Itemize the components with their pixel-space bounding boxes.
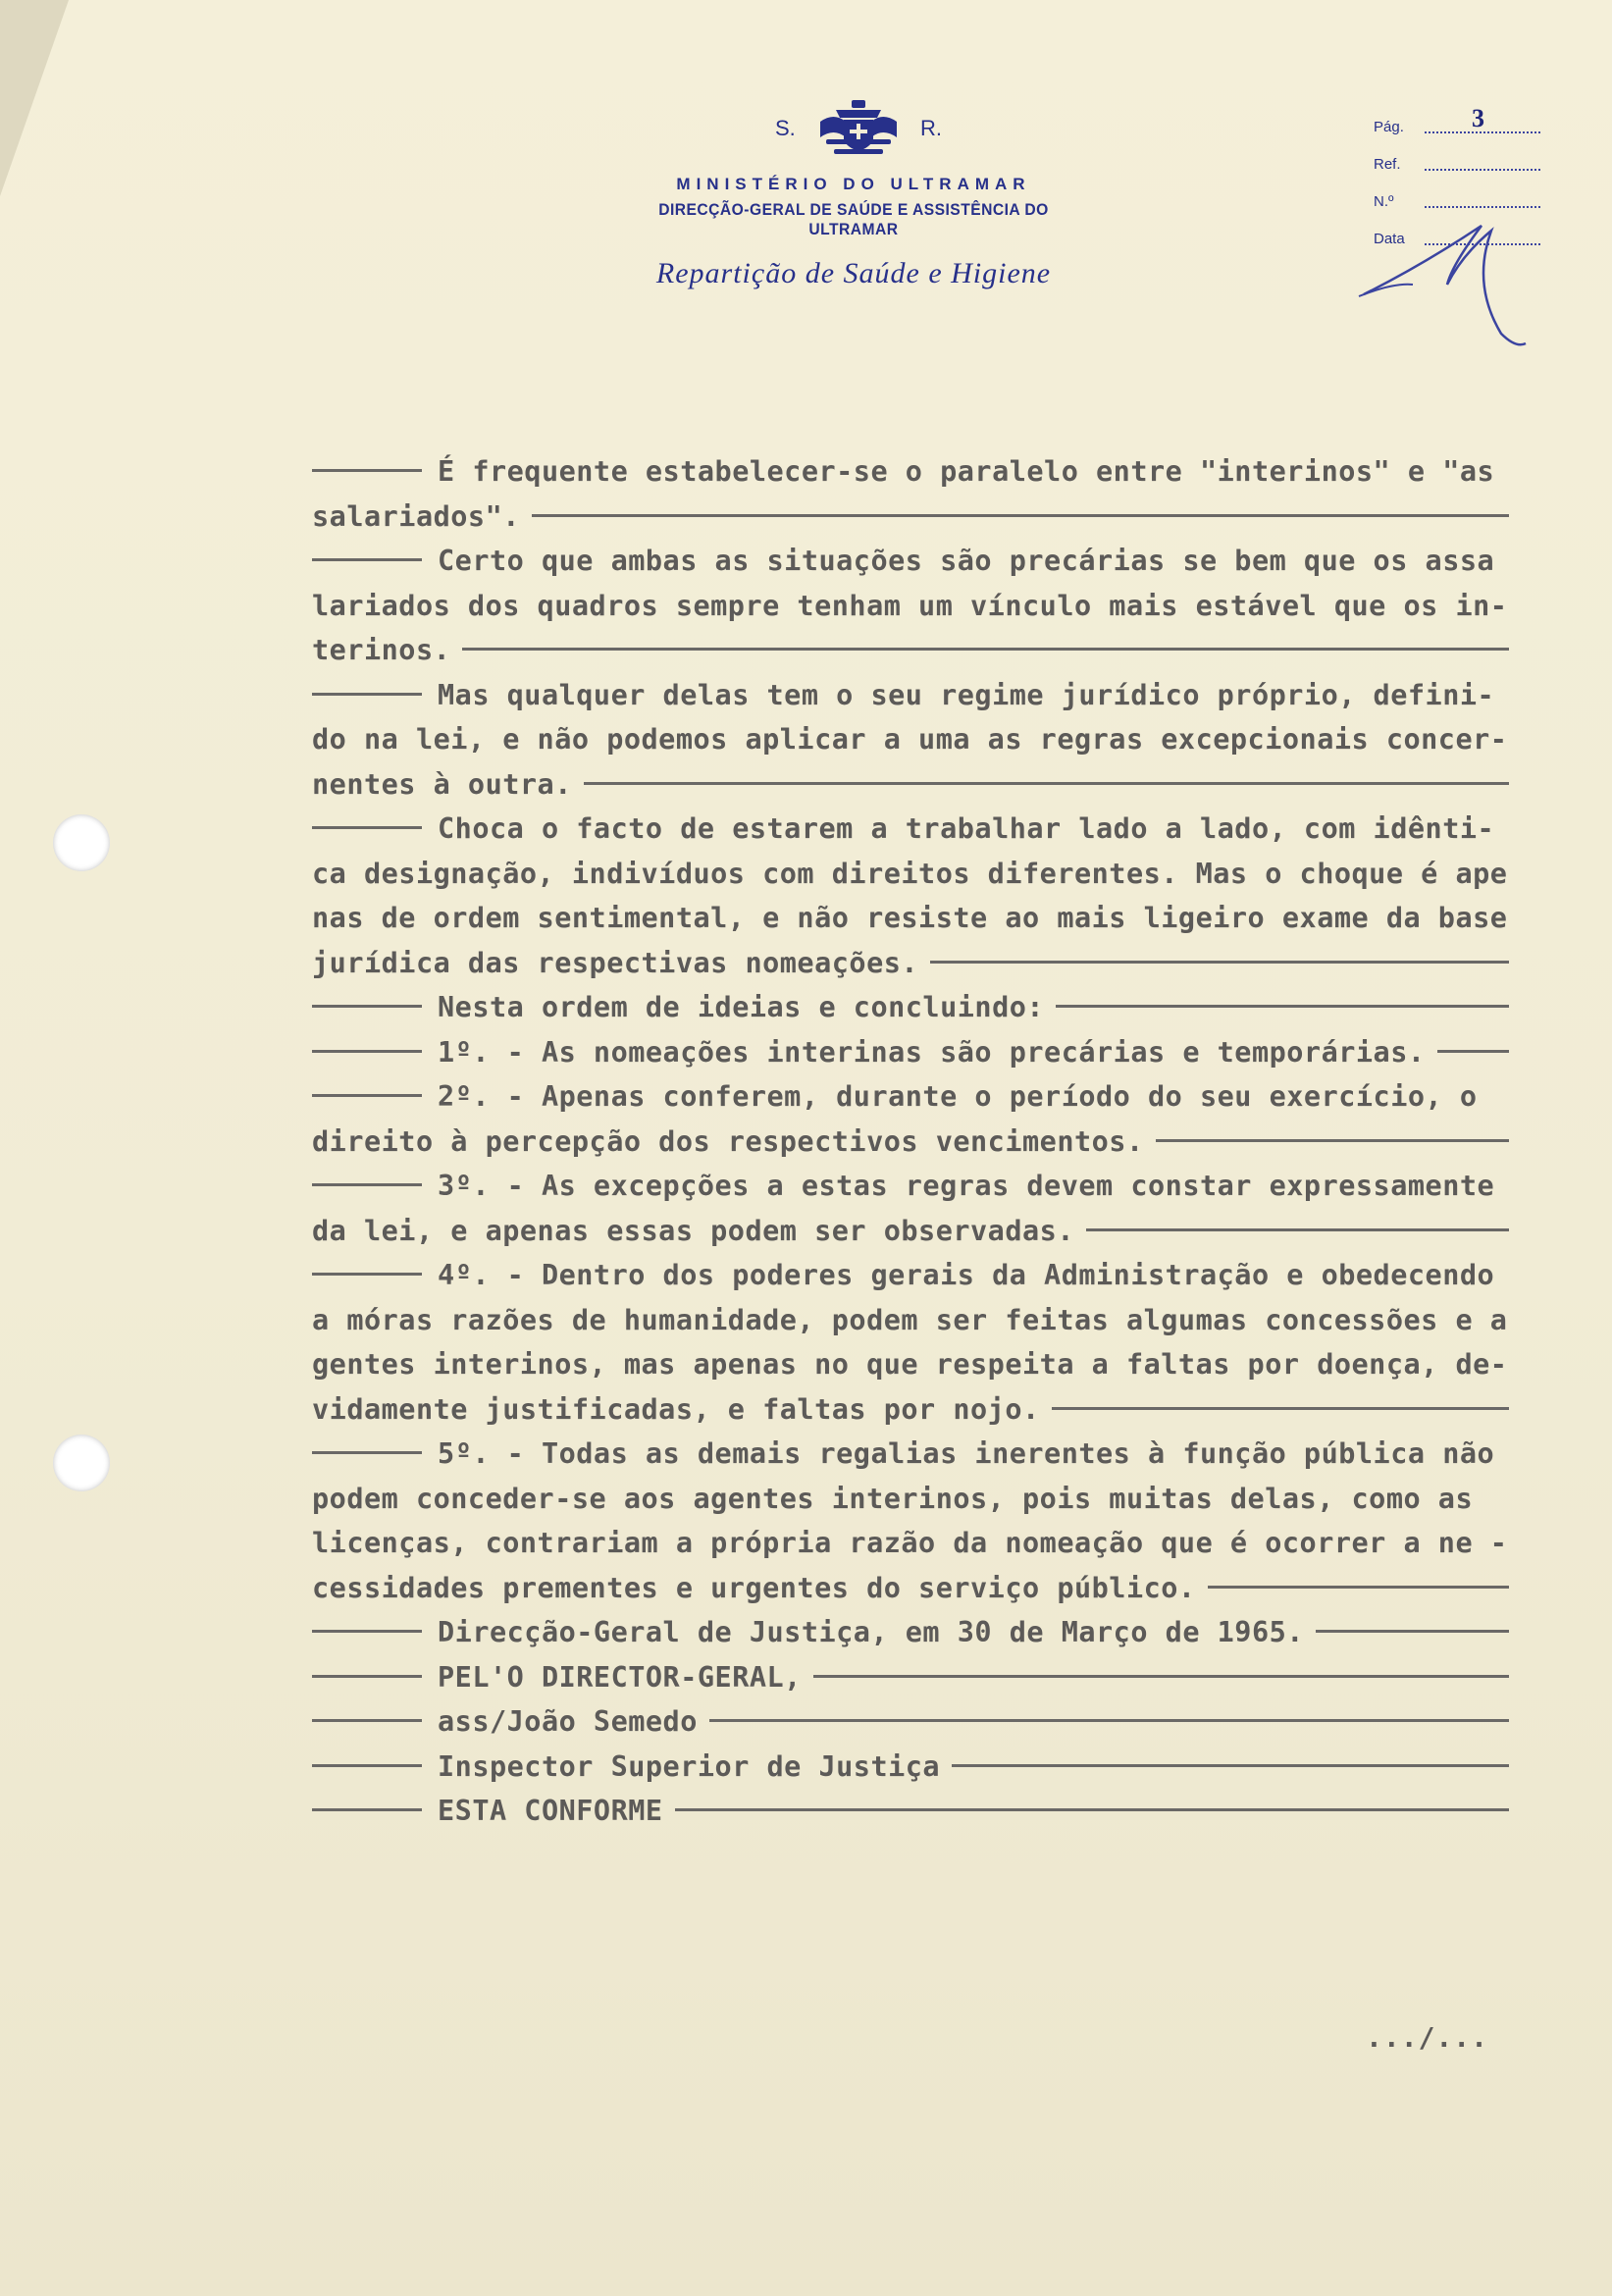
text-line: licenças, contrariam a própria razão da nomeação que é ocorrer a ne -	[312, 1527, 1508, 1559]
torn-corner	[0, 0, 69, 196]
text-line: É frequente estabelecer-se o paralelo entre "interinos" e "as	[312, 449, 1509, 495]
text-line: Mas qualquer delas tem o seu regime jurídico próprio, defini-	[312, 673, 1509, 718]
text-line: jurídica das respectivas nomeações.	[312, 941, 1509, 986]
text-line: podem conceder-se aos agentes interinos, pois muitas delas, como as	[312, 1482, 1474, 1515]
conclusion-item-1: 1º. - As nomeações interinas são precárias e temporárias.	[312, 1030, 1509, 1075]
letterhead	[628, 98, 1079, 290]
punch-hole-bottom	[53, 1435, 110, 1491]
memo-body	[312, 449, 1509, 1834]
sr-left: S.	[775, 116, 796, 140]
text-line: ca designação, indivíduos com direitos diferentes. Mas o choque é ape	[312, 857, 1508, 890]
conclusion-item-2: 2º. - Apenas conferem, durante o período do seu exercício, o	[312, 1074, 1509, 1120]
coat-of-arms-icon	[816, 98, 901, 163]
sr-right: R.	[920, 116, 942, 140]
text-line: gentes interinos, mas apenas no que respeita a faltas por doença, de-	[312, 1348, 1508, 1381]
conclusion-item-3: 3º. - As excepções a estas regras devem constar expressamente	[312, 1164, 1509, 1209]
directorate-name: DIRECÇÃO-GERAL DE SAÚDE E ASSISTÊNCIA DO ULTRAMAR	[658, 200, 1049, 238]
page-field	[1374, 104, 1550, 141]
text-line: direito à percepção dos respectivos vencimentos.	[312, 1120, 1509, 1165]
text-line: terinos.	[312, 628, 1509, 673]
signature-line: ass/João Semedo	[312, 1699, 1509, 1745]
department-name: Repartição de Saúde e Higiene	[655, 257, 1052, 289]
text-line: Certo que ambas as situações são precárias se bem que os assa	[312, 539, 1509, 584]
conclusion-item-5: 5º. - Todas as demais regalias inerentes à função pública não	[312, 1432, 1509, 1477]
continuation-mark: .../...	[1366, 2021, 1489, 2054]
page-label: Pág.	[1374, 119, 1404, 135]
text-line: salariados".	[312, 495, 1509, 540]
text-line: cessidades prementes e urgentes do serviço público.	[312, 1566, 1509, 1611]
text-line: da lei, e apenas essas podem ser observadas.	[312, 1209, 1509, 1254]
handwritten-signature	[1354, 206, 1540, 363]
text-line: nentes à outra.	[312, 762, 1509, 808]
page-number: 3	[1472, 104, 1484, 132]
text-line: nas de ordem sentimental, e não resiste ao mais ligeiro exame da base	[312, 902, 1508, 934]
conformity-line: ESTA CONFORME	[312, 1789, 1509, 1834]
text-line: lariados dos quadros sempre tenham um vínculo mais estável que os in-	[312, 589, 1508, 622]
conclusion-item-4: 4º. - Dentro dos poderes gerais da Administração e obedecendo	[312, 1253, 1509, 1298]
text-line: Nesta ordem de ideias e concluindo:	[312, 985, 1509, 1030]
text-line: do na lei, e não podemos aplicar a uma as regras excepcionais concer-	[312, 723, 1508, 756]
punch-hole-top	[53, 814, 110, 871]
ref-field	[1374, 141, 1550, 179]
text-line: a móras razões de humanidade, podem ser feitas algumas concessões e a	[312, 1303, 1508, 1336]
ministry-name: MINISTÉRIO DO ULTRAMAR	[676, 175, 1031, 193]
date-label: Data	[1374, 231, 1405, 247]
signatory-line: PEL'O DIRECTOR-GERAL,	[312, 1655, 1509, 1700]
number-label: N.º	[1374, 193, 1394, 210]
date-line: Direcção-Geral de Justiça, em 30 de Março de 1965.	[312, 1610, 1509, 1655]
title-line: Inspector Superior de Justiça	[312, 1745, 1509, 1790]
ref-label: Ref.	[1374, 156, 1401, 173]
text-line: Choca o facto de estarem a trabalhar lado a lado, com idênti-	[312, 807, 1509, 852]
text-line: vidamente justificadas, e faltas por nojo.	[312, 1387, 1509, 1433]
